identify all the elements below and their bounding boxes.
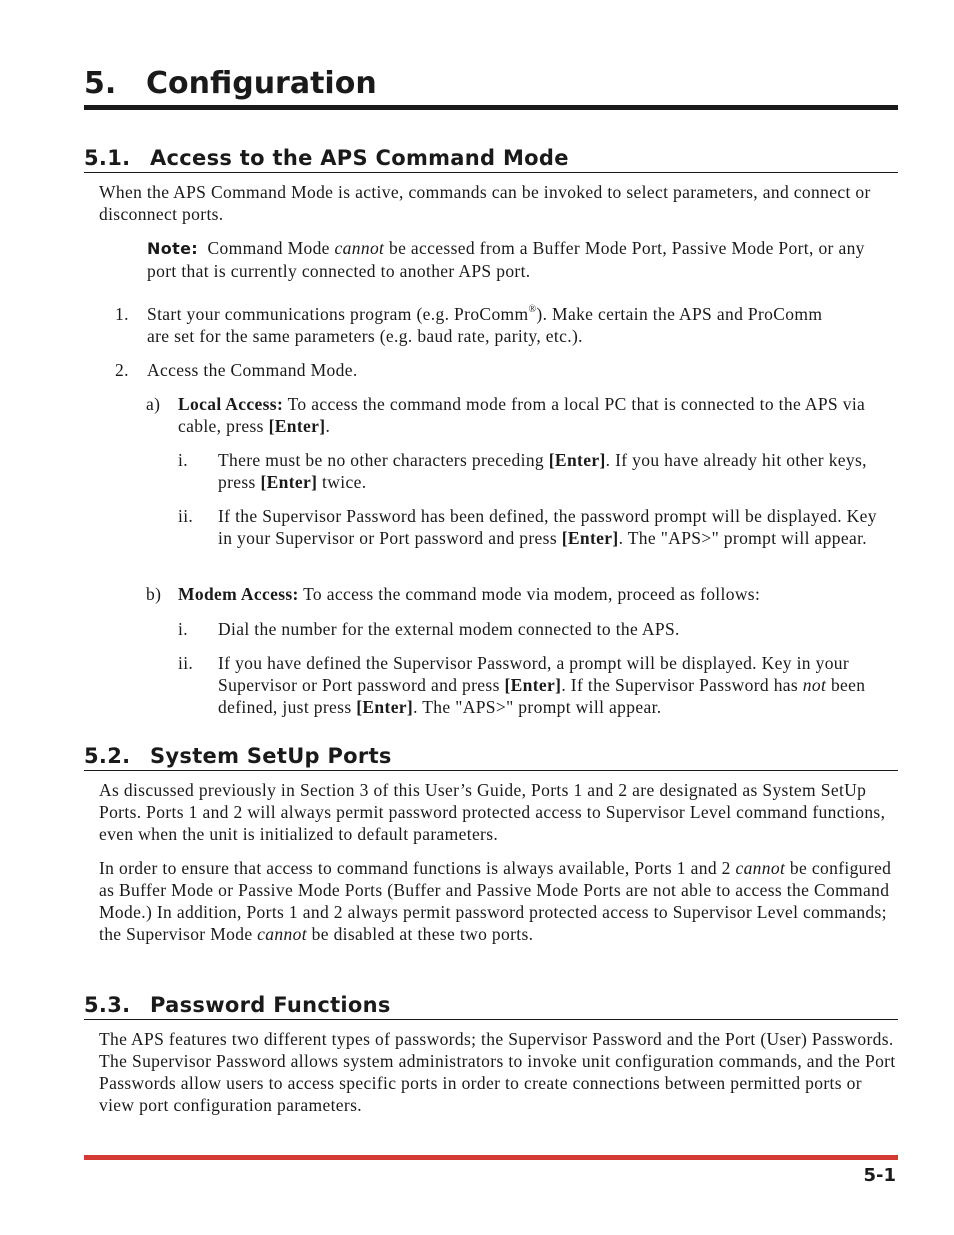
list-item-modem-access <box>146 583 898 605</box>
section-title: Password Functions <box>150 993 391 1017</box>
list-item-text <box>218 652 898 718</box>
modem-ii-emphasis: not <box>802 675 827 695</box>
chapter-rule <box>84 105 898 110</box>
note-emphasis: cannot <box>334 238 385 258</box>
enter-key-label: [Enter] <box>260 472 318 492</box>
s2-paragraph-1: As discussed previously in Section 3 of this User’s Guide, Ports 1 and 2 are designated as System SetUp Ports. Ports 1 and 2 will always permit password protected access to Supervisor Level command functions, even when the unit is initialized to default parameters. <box>99 780 886 844</box>
list-item-text <box>147 303 845 347</box>
section-heading-5-3 <box>84 991 898 1020</box>
section-number: 5.1. <box>84 146 131 170</box>
note-label: Note: <box>147 239 199 258</box>
section-heading-5-1 <box>84 144 898 173</box>
enter-key-label: [Enter] <box>561 528 619 548</box>
section-number: 5.3. <box>84 993 131 1017</box>
local-i-text-2: . If you have already hit other keys, press <box>218 450 867 492</box>
enter-key-label: [Enter] <box>504 675 562 695</box>
modem-access-label: Modem Access: <box>178 584 299 604</box>
list-item-step-1 <box>115 303 845 347</box>
modem-access-text: To access the command mode via modem, proceed as follows: <box>298 584 761 604</box>
section-title: Access to the APS Command Mode <box>150 146 569 170</box>
note-text-2: be accessed from a Buffer Mode Port, Passive Mode Port, or any port that is currently connected to another APS port. <box>147 238 865 281</box>
list-item-modem-ii <box>178 652 898 718</box>
s2-p2-emphasis: cannot <box>735 858 786 878</box>
s2-p2-text: In order to ensure that access to command functions is always available, Ports 1 and 2 <box>99 858 736 878</box>
modem-ii-text-4: . The "APS>" prompt will appear. <box>413 697 662 717</box>
s2-p2-text-3: be disabled at these two ports. <box>306 924 534 944</box>
list-item-text <box>178 393 898 437</box>
section-rule <box>84 1019 898 1020</box>
enter-key-label: [Enter] <box>268 416 326 436</box>
enter-key-label: [Enter] <box>548 450 606 470</box>
s2-paragraph-2 <box>99 857 899 945</box>
list-item-local-ii <box>178 505 878 549</box>
list-marker: i. <box>178 450 188 470</box>
s2-p2-text-2: be configured as Buffer Mode or Passive Mode Ports (Buffer and Passive Mode Ports are not able to access the Command Mode.) In addition, Ports 1 and 2 always permit password protected access to Supervisor Level commands; the Supervisor Mode <box>99 858 892 944</box>
modem-ii-text-3: been defined, just press <box>218 675 866 717</box>
section-rule <box>84 172 898 173</box>
local-ii-text: If the Supervisor Password has been defined, the password prompt will be displayed. Key in your Supervisor or Port password and press <box>218 506 877 548</box>
enter-key-label: [Enter] <box>356 697 414 717</box>
step1-text-2: ). Make certain the APS and ProComm are set for the same parameters (e.g. baud rate, parity, etc.). <box>147 304 823 346</box>
chapter-heading <box>84 64 898 110</box>
list-marker: 2. <box>115 360 129 380</box>
list-marker: b) <box>146 584 162 604</box>
note-text: Command Mode <box>207 238 335 258</box>
step1-text: Start your communications program (e.g. ProComm <box>147 304 529 324</box>
page-number: 5-1 <box>863 1165 896 1186</box>
footer-rule <box>84 1155 898 1160</box>
local-access-text: To access the command mode from a local PC that is connected to the APS via cable, press <box>178 394 866 436</box>
modem-ii-text: If you have defined the Supervisor Password, a prompt will be displayed. Key in your Supervisor or Port password and press <box>218 653 850 695</box>
s2-p2-emphasis-2: cannot <box>257 924 307 944</box>
list-marker: 1. <box>115 304 129 324</box>
chapter-title: Configuration <box>146 66 377 101</box>
list-item-text: Access the Command Mode. <box>147 360 358 380</box>
list-item-text <box>218 449 878 493</box>
list-item-step-2 <box>115 359 845 381</box>
list-marker: i. <box>178 619 188 639</box>
list-item-text: Dial the number for the external modem connected to the APS. <box>218 619 680 639</box>
modem-ii-text-2: . If the Supervisor Password has <box>561 675 803 695</box>
s1-intro-paragraph: When the APS Command Mode is active, commands can be invoked to select parameters, and connect or disconnect ports. <box>99 182 871 224</box>
local-access-label: Local Access: <box>178 394 284 414</box>
list-item-modem-i <box>178 618 898 640</box>
list-item-text <box>218 505 878 549</box>
list-item-local-access <box>146 393 898 437</box>
list-marker: ii. <box>178 653 194 673</box>
local-ii-text-2: . The "APS>" prompt will appear. <box>618 528 868 548</box>
section-heading-5-2 <box>84 742 898 771</box>
section-number: 5.2. <box>84 744 131 768</box>
local-access-text-2: . <box>325 416 331 436</box>
list-marker: ii. <box>178 506 194 526</box>
section-rule <box>84 770 898 771</box>
section-title: System SetUp Ports <box>150 744 392 768</box>
list-item-text <box>178 583 898 605</box>
note-paragraph <box>147 237 867 282</box>
chapter-number: 5. <box>84 66 117 101</box>
list-marker: a) <box>146 394 161 414</box>
registered-mark: ® <box>528 304 537 315</box>
list-item-local-i <box>178 449 878 493</box>
s3-paragraph-1: The APS features two different types of passwords; the Supervisor Password and the Port (User) Passwords. The Supervisor Password allows system administrators to invoke unit configuration commands, and the Port Passwords allow users to access specific ports in order to create connections between permitted ports or view port configuration parameters. <box>99 1029 896 1115</box>
local-i-text: There must be no other characters preceding <box>218 450 549 470</box>
local-i-text-3: twice. <box>317 472 367 492</box>
